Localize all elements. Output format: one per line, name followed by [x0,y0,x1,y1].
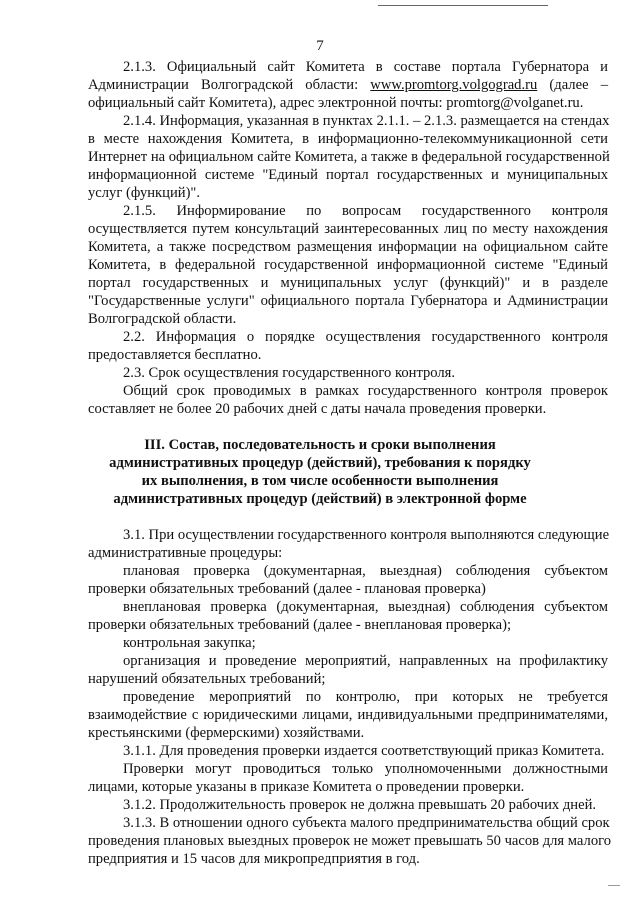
text-line [88,275,608,292]
text-line [88,167,608,184]
text-line [123,743,608,760]
text-span: их выполнения, в том числе особенности выполнения [141,473,499,489]
text-span: Администрации Волгоградской области: [88,77,371,93]
text-span: лицами, которые указаны в приказе Комитета о проведении проверки. [88,779,525,795]
text-line [123,797,608,814]
text-line [88,851,608,868]
text-span: III. Состав, последовательность и сроки выполнения [144,437,496,453]
page-number: 7 [316,38,324,54]
text-line [123,761,608,778]
text-span: осуществляется путем консультаций заинтересованных лиц по месту нахождения [88,221,608,237]
text-line [88,131,608,148]
text-span: 3.1.2. Продолжительность проверок не должна превышать 20 рабочих дней. [123,797,597,813]
text-line [88,95,608,112]
text-span: Общий срок проводимых в рамках государственного контроля проверок [123,383,608,399]
text-line [88,185,608,202]
website-link[interactable]: www.promtorg.volgograd.ru [370,77,538,93]
text-span: официальный сайт Комитета), адрес электронной почты: promtorg@volganet.ru. [88,95,584,111]
text-line [88,311,608,328]
text-span: Проверки могут проводиться только уполномоченными должностными [123,761,608,777]
text-span: в месте нахождения Комитета, в информационно-телекоммуникационной сети [88,131,608,147]
section-heading-line [0,491,640,508]
text-line [123,383,608,400]
text-line [88,293,608,310]
text-line [88,257,608,274]
text-line [88,239,608,256]
text-span: портал государственных и муниципальных услуг (функций)" и в разделе [88,275,608,291]
text-line [88,671,608,688]
text-line [123,365,608,382]
text-span: 2.2. Информация о порядке осуществления государственного контроля [123,329,608,345]
text-span: нарушений обязательных требований; [88,671,326,687]
text-span: 2.3. Срок осуществления государственного контроля. [123,365,456,381]
section-heading-line [0,473,640,490]
section-heading-line [0,437,640,454]
section-heading-line [0,455,640,472]
text-span: 2.1.4. Информация, указанная в пунктах 2.1.1. – 2.1.3. размещается на стендах [123,113,610,129]
text-span: крестьянскими (фермерскими) хозяйствами. [88,725,365,741]
text-line [123,329,608,346]
text-span: 2.1.3. Официальный сайт Комитета в составе портала Губернатора и [123,59,608,75]
text-span: предприятия и 15 часов для микропредприятия в год. [88,851,420,867]
text-line [88,581,608,598]
text-span: проверки обязательных требований (далее - внеплановая проверка); [88,617,512,633]
text-span: 3.1. При осуществлении государственного контроля выполняются следующие [123,527,610,543]
text-span: внеплановая проверка (документарная, выездная) соблюдения субъектом [123,599,608,615]
text-span: организация и проведение мероприятий, направленных на профилактику [123,653,608,669]
text-line [88,833,612,850]
text-line [88,221,608,238]
text-line [123,527,608,544]
text-line [88,545,608,562]
text-span: административных процедур (действий) в электронной форме [113,491,527,507]
text-span: Волгоградской области. [88,311,237,327]
text-line [88,707,608,724]
text-line [88,77,608,94]
text-span: взаимодействие с юридическими лицами, индивидуальными предпринимателями, [88,707,608,723]
text-span: административных процедур (действий), требования к порядку [109,455,531,471]
text-span: контрольная закупка; [123,635,256,651]
text-line [123,635,608,652]
text-span: плановая проверка (документарная, выездная) соблюдения субъектом [123,563,608,579]
text-line [123,113,608,130]
text-span: административные процедуры: [88,545,283,561]
text-line [123,563,608,580]
text-span: (далее – [537,77,608,93]
text-span: Комитета, в федеральной государственной информационной системе "Единый [88,257,608,273]
text-span: "Государственные услуги" официального портала Губернатора и Администрации [88,293,608,309]
text-span: проведение мероприятий по контролю, при которых не требуется [123,689,608,705]
bottom-mark [608,885,620,886]
text-line [123,689,608,706]
text-span: предоставляется бесплатно. [88,347,262,363]
text-span: Комитета, а также посредством размещения информации на официальном сайте [88,239,608,255]
text-span: информационной системе "Единый портал государственных и муниципальных [88,167,608,183]
text-line [123,59,608,76]
text-span: проверки обязательных требований (далее - плановая проверка) [88,581,486,597]
text-line [88,725,608,742]
text-line [123,599,608,616]
text-span: 3.1.3. В отношении одного субъекта малого предпринимательства общий срок [123,815,610,831]
text-span: проведения плановых выездных проверок не может превышать 50 часов для малого [88,833,612,849]
text-line [88,779,608,796]
text-span: составляет не более 20 рабочих дней с даты начала проведения проверки. [88,401,547,417]
text-line [88,347,608,364]
text-span: 2.1.5. Информирование по вопросам государственного контроля [123,203,608,219]
text-span: 3.1.1. Для проведения проверки издается соответствующий приказ Комитета. [123,743,605,759]
text-line [123,653,608,670]
top-rule [378,5,548,6]
text-line [123,815,608,832]
text-line [88,149,608,166]
text-span: услуг (функций)". [88,185,201,201]
text-line [88,401,608,418]
text-line [88,617,608,634]
text-line [123,203,608,220]
text-span: Интернет на официальном сайте Комитета, а также в федеральной государственной [88,149,610,165]
